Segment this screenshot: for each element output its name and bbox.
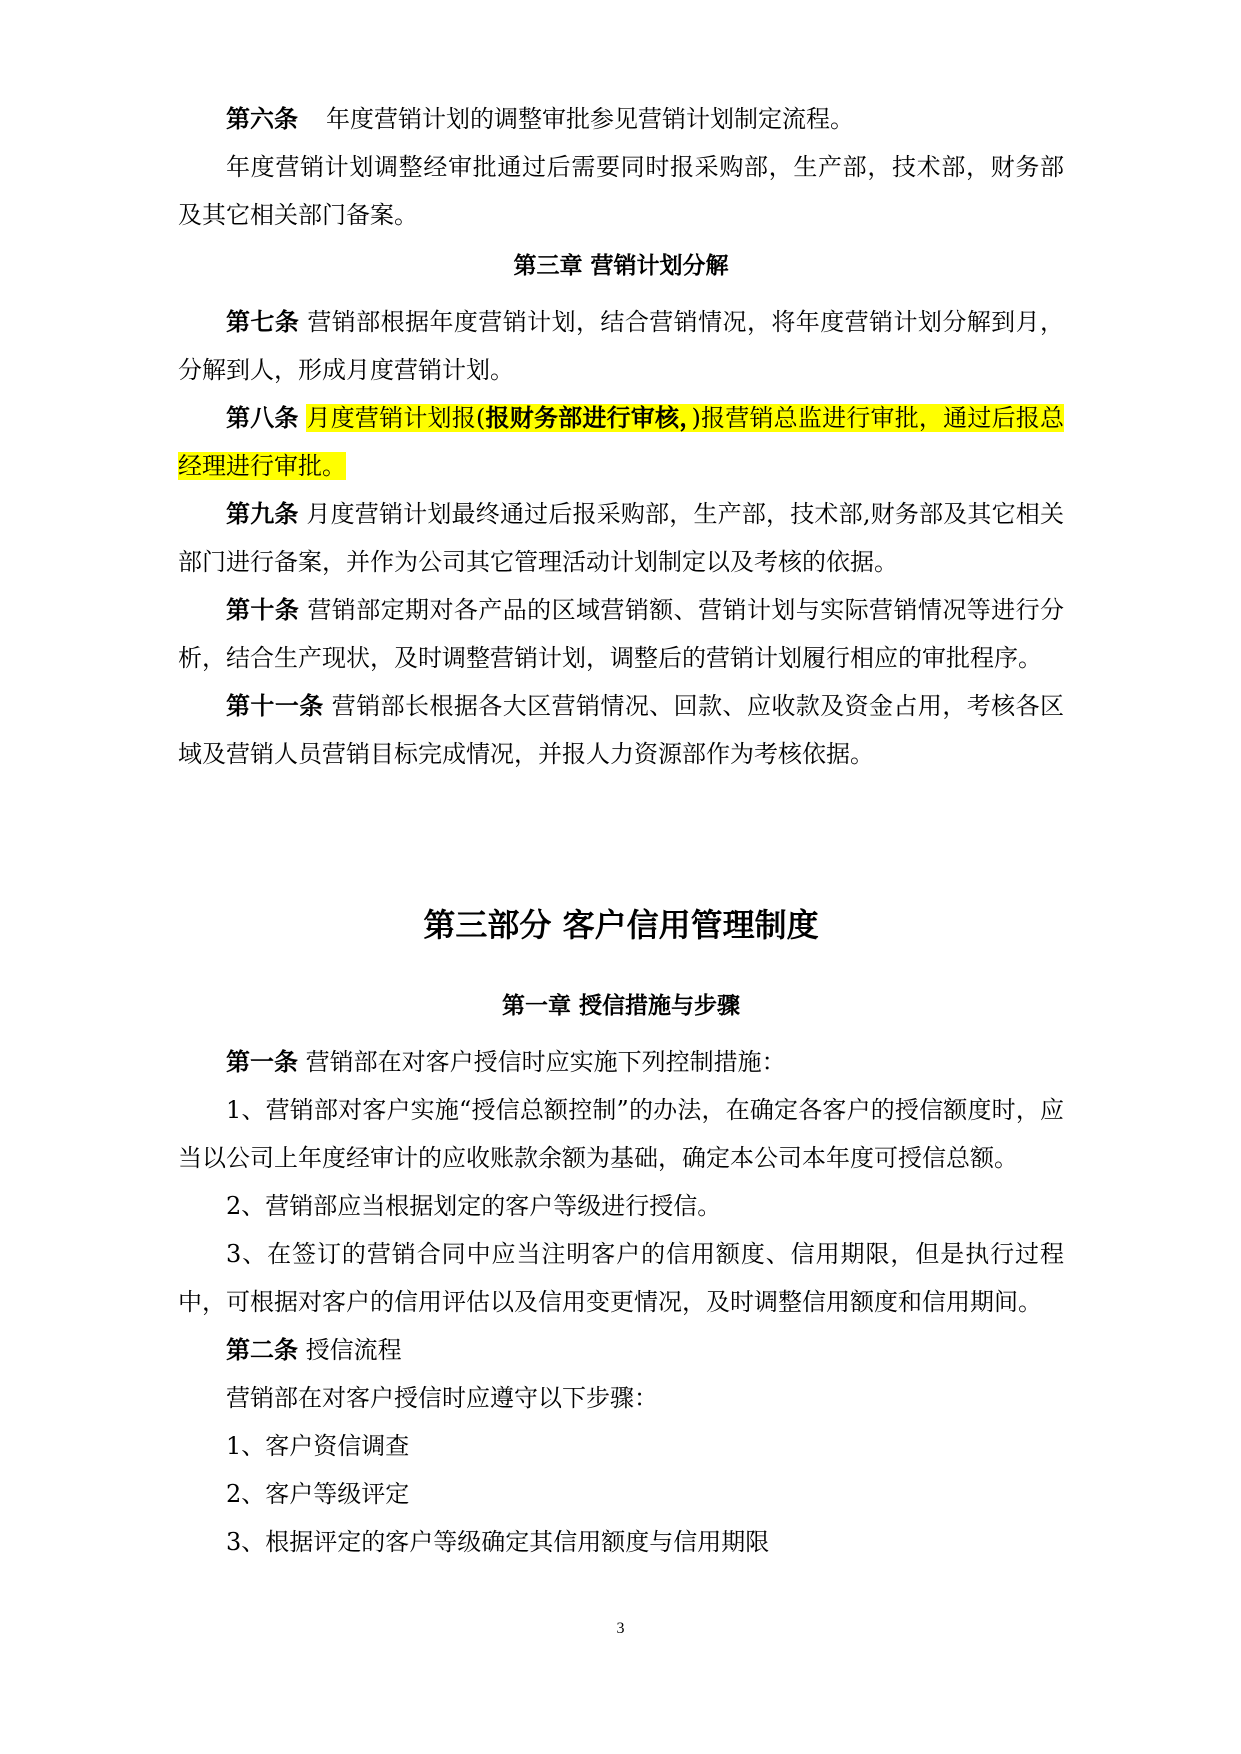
chapter-heading-1: 第一章 授信措施与步骤 xyxy=(501,993,740,1019)
article-text: 营销部根据年度营销计划，结合营销情况，将年度营销计划分解到月，分解到人，形成月度营销计划。 xyxy=(178,308,1065,384)
article-text: 营销部定期对各产品的区域营销额、营销计划与实际营销情况等进行分析，结合生产现状，及时调整营销计划，调整后的营销计划履行相应的审批程序。 xyxy=(178,596,1065,672)
c1-article-1 xyxy=(178,1038,1064,1086)
highlighted-text xyxy=(178,404,1064,480)
list-item: 1、营销部对客户实施“授信总额控制”的办法，在确定各客户的授信额度时，应当以公司上年度经审计的应收账款余额为基础，确定本公司本年度可授信总额。 xyxy=(178,1096,1064,1172)
list-item: 2、营销部应当根据划定的客户等级进行授信。 xyxy=(226,1192,722,1220)
article-bold-text: 报财务部进行审核， xyxy=(485,404,692,432)
part-heading: 第三部分 客户信用管理制度 xyxy=(423,906,819,944)
article-label: 第六条 xyxy=(226,105,298,133)
list-item: 2、客户等级评定 xyxy=(226,1480,410,1508)
page-number: 3 xyxy=(616,1620,625,1637)
article-text: 营销部在对客户授信时应实施下列控制措施： xyxy=(305,1048,786,1076)
article-text: 年度营销计划的调整审批参见营销计划制定流程。 xyxy=(326,105,854,133)
article-11 xyxy=(178,682,1064,778)
article-6-para-2: 年度营销计划调整经审批通过后需要同时报采购部，生产部，技术部，财务部及其它相关部门备案。 xyxy=(178,153,1064,229)
article-8 xyxy=(178,394,1064,490)
article-label: 第一条 xyxy=(226,1048,298,1076)
article-label: 第二条 xyxy=(226,1336,298,1364)
article-label: 第九条 xyxy=(226,500,299,528)
article-label: 第十条 xyxy=(226,596,300,624)
steps-intro: 营销部在对客户授信时应遵守以下步骤： xyxy=(226,1384,658,1412)
article-label: 第八条 xyxy=(226,404,299,432)
article-text: 月度营销计划最终通过后报采购部，生产部，技术部,财务部及其它相关部门进行备案，并作为公司其它管理活动计划制定以及考核的依据。 xyxy=(178,500,1064,576)
list-item: 1、客户资信调查 xyxy=(226,1432,410,1460)
chapter-3-body xyxy=(178,298,1064,778)
article-text: 营销部长根据各大区营销情况、回款、应收款及资金占用，考核各区域及营销人员营销目标完成情况，并报人力资源部作为考核依据。 xyxy=(178,692,1065,768)
article-text: 授信流程 xyxy=(305,1336,402,1364)
c1-article-2 xyxy=(178,1326,1064,1374)
article-9 xyxy=(178,490,1064,586)
list-item: 3、在签订的营销合同中应当注明客户的信用额度、信用期限，但是执行过程中，可根据对客户的信用评估以及信用变更情况，及时调整信用额度和信用期间。 xyxy=(178,1240,1064,1316)
chapter-1-body xyxy=(178,1038,1064,1566)
list-item: 3、根据评定的客户等级确定其信用额度与信用期限 xyxy=(226,1528,770,1556)
article-label: 第十一条 xyxy=(226,692,324,720)
article-7 xyxy=(178,298,1064,394)
article-6-para xyxy=(178,95,1064,143)
chapter-heading: 第三章 营销计划分解 xyxy=(513,253,729,279)
article-6 xyxy=(178,95,1064,239)
article-label: 第七条 xyxy=(226,308,300,336)
article-text: )报营销总监进行审批，通过后报总经理进行审批。 xyxy=(178,404,1064,480)
article-10 xyxy=(178,586,1064,682)
article-text: 月度营销计划报( xyxy=(306,404,486,432)
